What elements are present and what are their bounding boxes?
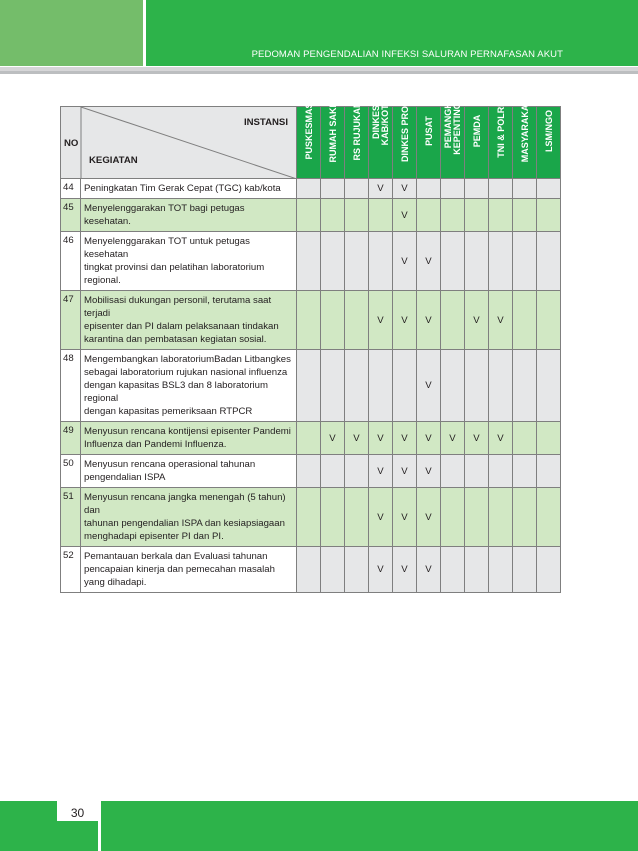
activity-line: Peningkatan Tim Gerak Cepat (TGC) kab/kota (84, 183, 281, 194)
check-mark-cell (513, 547, 537, 593)
activity-line: menghadapi episenter PI dan PI. (84, 531, 224, 542)
table-corner-header (61, 107, 297, 179)
column-header-line: DINKES PROV (399, 100, 410, 163)
check-mark-cell: V (393, 179, 417, 199)
check-mark-cell (297, 488, 321, 547)
no-column-label: NO (64, 138, 79, 149)
activity-line: pencapaian kinerja dan pemecahan masalah (84, 564, 275, 575)
check-mark-cell (297, 455, 321, 488)
activity-line: Pemantauan berkala dan Evaluasi tahunan (84, 551, 268, 562)
check-mark-cell: V (369, 547, 393, 593)
check-mark-cell (513, 291, 537, 350)
table-header-row (61, 107, 561, 179)
check-mark-cell: V (393, 232, 417, 291)
row-number: 48 (61, 350, 81, 422)
column-header-line: DINKES (370, 105, 381, 140)
column-header-label (305, 98, 314, 164)
check-mark-cell (345, 179, 369, 199)
check-mark-cell (345, 350, 369, 422)
check-mark-cell (441, 199, 465, 232)
activity-line: yang dihadapi. (84, 577, 147, 588)
table-row (61, 199, 561, 232)
table-row (61, 291, 561, 350)
check-mark-cell (513, 422, 537, 455)
check-mark-cell (489, 199, 513, 232)
column-header-label (497, 98, 506, 164)
activity-line: pengendalian ISPA (84, 472, 166, 483)
column-header-label (545, 98, 554, 164)
check-mark-cell (441, 455, 465, 488)
check-mark-cell (441, 488, 465, 547)
check-mark-cell: V (369, 179, 393, 199)
kegiatan-label: KEGIATAN (89, 155, 138, 166)
check-mark-cell (465, 199, 489, 232)
check-mark-cell (537, 199, 561, 232)
header-left-band (0, 0, 143, 66)
row-number: 47 (61, 291, 81, 350)
check-mark-cell (297, 179, 321, 199)
check-mark-cell (321, 547, 345, 593)
column-header-label (521, 98, 530, 164)
table-row (61, 179, 561, 199)
check-mark-cell: V (393, 422, 417, 455)
check-mark-cell: V (321, 422, 345, 455)
check-mark-cell (297, 291, 321, 350)
column-header-line: PEMDA (471, 114, 482, 148)
activity-line: dengan kapasitas pemeriksaan RTPCR (84, 406, 253, 417)
check-mark-cell: V (417, 455, 441, 488)
activity-line: Mobilisasi dukungan personil, terutama saat terjadi (84, 295, 272, 319)
check-mark-cell (321, 488, 345, 547)
check-mark-cell (465, 455, 489, 488)
check-mark-cell (489, 179, 513, 199)
check-mark-cell (345, 455, 369, 488)
column-header-line: PEMANGKU (442, 95, 453, 149)
check-mark-cell: V (345, 422, 369, 455)
column-header (369, 98, 393, 179)
check-mark-cell (321, 179, 345, 199)
check-mark-cell (441, 232, 465, 291)
check-mark-cell: V (417, 350, 441, 422)
column-header-label (372, 89, 390, 155)
column-header-label (401, 98, 410, 164)
column-header (393, 100, 417, 179)
check-mark-cell (465, 179, 489, 199)
check-mark-cell (297, 199, 321, 232)
check-mark-cell (393, 350, 417, 422)
table-body (61, 179, 561, 593)
check-mark-cell: V (393, 455, 417, 488)
check-mark-cell (537, 232, 561, 291)
check-mark-cell: V (465, 422, 489, 455)
check-mark-cell (537, 291, 561, 350)
check-mark-cell (537, 488, 561, 547)
table-row (61, 350, 561, 422)
activity-table (60, 89, 561, 593)
row-number: 52 (61, 547, 81, 593)
column-header-label (425, 98, 434, 164)
activity-description (81, 291, 297, 350)
row-number: 51 (61, 488, 81, 547)
check-mark-cell (513, 455, 537, 488)
column-header-label (329, 98, 338, 164)
table-row (61, 422, 561, 455)
column-header-line: TNI & POLRI (495, 104, 506, 158)
check-mark-cell: V (441, 422, 465, 455)
check-mark-cell (537, 350, 561, 422)
activity-line: Menyelenggarakan TOT untuk petugas kesehatan (84, 236, 250, 260)
column-header (417, 107, 441, 179)
check-mark-cell (489, 455, 513, 488)
check-mark-cell (345, 199, 369, 232)
column-header (513, 99, 537, 179)
check-mark-cell (441, 350, 465, 422)
activity-line: Menyusun rencana kontijensi episenter Pandemi (84, 426, 291, 437)
check-mark-cell: V (489, 291, 513, 350)
check-mark-cell (345, 547, 369, 593)
table-row (61, 455, 561, 488)
check-mark-cell: V (465, 291, 489, 350)
check-mark-cell: V (393, 547, 417, 593)
check-mark-cell (513, 350, 537, 422)
check-mark-cell (345, 488, 369, 547)
check-mark-cell: V (369, 291, 393, 350)
activity-description (81, 350, 297, 422)
activity-line: Menyelenggarakan TOT bagi petugas kesehatan. (84, 203, 245, 227)
activity-line: Menyusun rencana jangka menengah (5 tahun) dan (84, 492, 286, 516)
check-mark-cell: V (369, 488, 393, 547)
check-mark-cell (489, 488, 513, 547)
check-mark-cell (345, 232, 369, 291)
activity-description (81, 199, 297, 232)
column-header-label (473, 98, 482, 164)
check-mark-cell (513, 199, 537, 232)
check-mark-cell: V (369, 455, 393, 488)
column-header (297, 102, 321, 179)
activity-description (81, 547, 297, 593)
check-mark-cell (321, 199, 345, 232)
table-row (61, 232, 561, 291)
activity-description (81, 455, 297, 488)
check-mark-cell: V (393, 199, 417, 232)
activity-line: dengan kapasitas BSL3 dan 8 laboratorium regional (84, 380, 269, 404)
check-mark-cell (513, 232, 537, 291)
column-header-line: PUSAT (423, 116, 434, 146)
header-title: PEDOMAN PENGENDALIAN INFEKSI SALURAN PERNAFASAN AKUT (251, 49, 563, 60)
activity-line: Influenza dan Pandemi Influenza. (84, 439, 227, 450)
check-mark-cell (537, 455, 561, 488)
row-number: 46 (61, 232, 81, 291)
check-mark-cell (369, 350, 393, 422)
check-mark-cell: V (417, 488, 441, 547)
check-mark-cell (537, 422, 561, 455)
check-mark-cell (417, 199, 441, 232)
check-mark-cell (513, 179, 537, 199)
activity-line: Mengembangkan laboratoriumBadan Litbangkes (84, 354, 291, 365)
column-header-line: RS RUJUKAN (351, 101, 362, 161)
check-mark-cell: V (393, 488, 417, 547)
activity-description (81, 488, 297, 547)
row-number: 44 (61, 179, 81, 199)
activity-description (81, 179, 297, 199)
check-mark-cell (537, 547, 561, 593)
activity-line: tahunan pengendalian ISPA dan kesiapsiagaan (84, 518, 285, 529)
check-mark-cell (537, 179, 561, 199)
row-number: 50 (61, 455, 81, 488)
column-header (321, 99, 345, 179)
check-mark-cell (465, 350, 489, 422)
check-mark-cell (513, 488, 537, 547)
check-mark-cell (465, 547, 489, 593)
check-mark-cell (489, 232, 513, 291)
row-number: 49 (61, 422, 81, 455)
column-header-line: LSM/NGO (543, 110, 554, 152)
check-mark-cell: V (393, 291, 417, 350)
column-header (441, 89, 465, 179)
footer-right-band (101, 801, 638, 851)
check-mark-cell (489, 350, 513, 422)
check-mark-cell (441, 179, 465, 199)
row-number: 45 (61, 199, 81, 232)
check-mark-cell (417, 179, 441, 199)
check-mark-cell: V (417, 291, 441, 350)
table-row (61, 547, 561, 593)
check-mark-cell (321, 350, 345, 422)
check-mark-cell (441, 291, 465, 350)
header-divider-shadow (0, 71, 638, 74)
check-mark-cell (489, 547, 513, 593)
column-header-line: MASYARAKAT (519, 99, 530, 163)
column-header-label (353, 98, 362, 164)
column-header-line: KAB/KOTA (379, 98, 390, 146)
activity-description (81, 232, 297, 291)
check-mark-cell (297, 232, 321, 291)
activity-line: Menyusun rencana operasional tahunan (84, 459, 256, 470)
activity-line: tingkat provinsi dan pelatihan laboratorium regional. (84, 262, 265, 286)
check-mark-cell (297, 350, 321, 422)
check-mark-cell (297, 547, 321, 593)
activity-line: episenter dan PI dalam pelaksanaan tindakan (84, 321, 279, 332)
check-mark-cell (465, 232, 489, 291)
activity-line: sebagai laboratorium rujukan nasional influenza (84, 367, 288, 378)
check-mark-cell: V (369, 422, 393, 455)
column-header (537, 107, 561, 179)
check-mark-cell: V (489, 422, 513, 455)
check-mark-cell (441, 547, 465, 593)
column-header-line: RUMAH SAKIT (327, 99, 338, 163)
check-mark-cell (321, 455, 345, 488)
check-mark-cell: V (417, 422, 441, 455)
check-mark-cell: V (417, 547, 441, 593)
check-mark-cell (321, 232, 345, 291)
page-number: 30 (70, 806, 85, 820)
column-header-line: KEPENTINGAN (451, 89, 462, 155)
activity-line: karantina dan pembatasan kegiatan sosial. (84, 334, 267, 345)
activity-description (81, 422, 297, 455)
check-mark-cell (369, 199, 393, 232)
check-mark-cell (297, 422, 321, 455)
column-header-line: PUSKESMAS (303, 102, 314, 160)
check-mark-cell (345, 291, 369, 350)
instansi-label: INSTANSI (243, 117, 288, 128)
column-header (345, 101, 369, 179)
check-mark-cell: V (417, 232, 441, 291)
check-mark-cell (369, 232, 393, 291)
table-row (61, 488, 561, 547)
check-mark-cell (465, 488, 489, 547)
column-header (465, 107, 489, 179)
check-mark-cell (321, 291, 345, 350)
column-header (489, 104, 513, 179)
column-header-label (444, 89, 462, 155)
